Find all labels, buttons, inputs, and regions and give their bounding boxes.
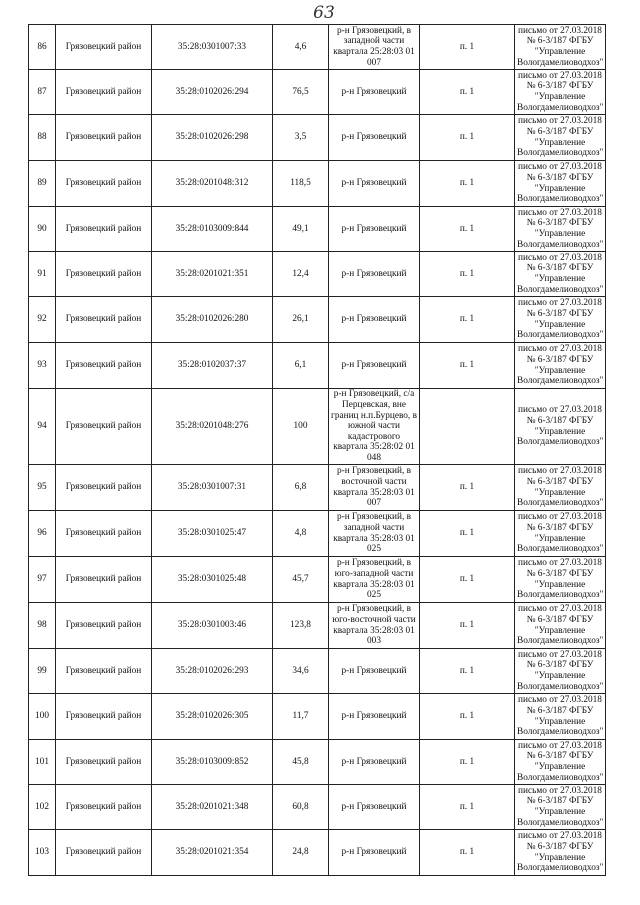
cadastral-number-cell: 35:28:0201021:351: [152, 252, 273, 297]
area-cell: 26,1: [273, 297, 329, 343]
row-number-cell: 94: [29, 389, 56, 465]
basis-cell: письмо от 27.03.2018 № 6-3/187 ФГБУ "Управление Вологдамелиоводхоз": [515, 465, 606, 511]
area-cell: 60,8: [273, 785, 329, 830]
row-number-cell: 92: [29, 297, 56, 343]
row-number-cell: 90: [29, 207, 56, 252]
item-cell: п. 1: [420, 161, 515, 207]
basis-cell: письмо от 27.03.2018 № 6-3/187 ФГБУ "Управление Вологдамелиоводхоз": [515, 70, 606, 115]
item-cell: п. 1: [420, 465, 515, 511]
cadastral-number-cell: 35:28:0201048:312: [152, 161, 273, 207]
area-cell: 4,8: [273, 511, 329, 557]
district-cell: Грязовецкий район: [56, 297, 152, 343]
cadastral-number-cell: 35:28:0102026:294: [152, 70, 273, 115]
row-number-cell: 97: [29, 557, 56, 603]
location-cell: р-н Грязовецкий: [329, 252, 420, 297]
area-cell: 6,8: [273, 465, 329, 511]
table-row: [29, 694, 606, 740]
district-cell: Грязовецкий район: [56, 740, 152, 785]
row-number-cell: 86: [29, 25, 56, 70]
district-cell: Грязовецкий район: [56, 115, 152, 161]
row-number-cell: 95: [29, 465, 56, 511]
row-number-cell: 101: [29, 740, 56, 785]
table-row: [29, 70, 606, 115]
table-row: [29, 207, 606, 252]
row-number-cell: 99: [29, 649, 56, 694]
row-number-cell: 100: [29, 694, 56, 740]
table-row: [29, 297, 606, 343]
item-cell: п. 1: [420, 785, 515, 830]
item-cell: п. 1: [420, 603, 515, 649]
cadastral-number-cell: 35:28:0301025:47: [152, 511, 273, 557]
district-cell: Грязовецкий район: [56, 25, 152, 70]
row-number-cell: 96: [29, 511, 56, 557]
district-cell: Грязовецкий район: [56, 785, 152, 830]
land-plots-table: [28, 24, 606, 876]
basis-cell: письмо от 27.03.2018 № 6-3/187 ФГБУ "Управление Вологдамелиоводхоз": [515, 694, 606, 740]
area-cell: 123,8: [273, 603, 329, 649]
basis-cell: письмо от 27.03.2018 № 6-3/187 ФГБУ "Управление Вологдамелиоводхоз": [515, 343, 606, 389]
location-cell: р-н Грязовецкий: [329, 785, 420, 830]
table-row: [29, 603, 606, 649]
cadastral-number-cell: 35:28:0201021:354: [152, 830, 273, 876]
item-cell: п. 1: [420, 830, 515, 876]
row-number-cell: 87: [29, 70, 56, 115]
item-cell: п. 1: [420, 25, 515, 70]
cadastral-number-cell: 35:28:0103009:852: [152, 740, 273, 785]
location-cell: р-н Грязовецкий, в юго-восточной части квартала 35:28:03 01 003: [329, 603, 420, 649]
area-cell: 3,5: [273, 115, 329, 161]
district-cell: Грязовецкий район: [56, 603, 152, 649]
table-row: [29, 161, 606, 207]
row-number-cell: 98: [29, 603, 56, 649]
cadastral-number-cell: 35:28:0201048:276: [152, 389, 273, 465]
district-cell: Грязовецкий район: [56, 207, 152, 252]
item-cell: п. 1: [420, 557, 515, 603]
table-row: [29, 511, 606, 557]
cadastral-number-cell: 35:28:0102026:305: [152, 694, 273, 740]
district-cell: Грязовецкий район: [56, 343, 152, 389]
table-row: [29, 649, 606, 694]
table-row: [29, 343, 606, 389]
table-row: [29, 115, 606, 161]
district-cell: Грязовецкий район: [56, 830, 152, 876]
table-row: [29, 389, 606, 465]
cadastral-number-cell: 35:28:0201021:348: [152, 785, 273, 830]
location-cell: р-н Грязовецкий: [329, 343, 420, 389]
area-cell: 49,1: [273, 207, 329, 252]
basis-cell: письмо от 27.03.2018 № 6-3/187 ФГБУ "Управление Вологдамелиоводхоз": [515, 511, 606, 557]
district-cell: Грязовецкий район: [56, 161, 152, 207]
cadastral-number-cell: 35:28:0102026:293: [152, 649, 273, 694]
location-cell: р-н Грязовецкий: [329, 115, 420, 161]
cadastral-number-cell: 35:28:0102026:298: [152, 115, 273, 161]
item-cell: п. 1: [420, 70, 515, 115]
district-cell: Грязовецкий район: [56, 252, 152, 297]
basis-cell: письмо от 27.03.2018 № 6-3/187 ФГБУ "Управление Вологдамелиоводхоз": [515, 557, 606, 603]
row-number-cell: 93: [29, 343, 56, 389]
row-number-cell: 103: [29, 830, 56, 876]
item-cell: п. 1: [420, 740, 515, 785]
area-cell: 34,6: [273, 649, 329, 694]
table-row: [29, 252, 606, 297]
basis-cell: письмо от 27.03.2018 № 6-3/187 ФГБУ "Управление Вологдамелиоводхоз": [515, 161, 606, 207]
item-cell: [420, 389, 515, 465]
district-cell: Грязовецкий район: [56, 694, 152, 740]
item-cell: п. 1: [420, 694, 515, 740]
location-cell: р-н Грязовецкий, в западной части квартала 35:28:03 01 025: [329, 511, 420, 557]
area-cell: 76,5: [273, 70, 329, 115]
item-cell: п. 1: [420, 511, 515, 557]
area-cell: 4,6: [273, 25, 329, 70]
location-cell: р-н Грязовецкий, в западной части квартала 25:28:03 01 007: [329, 25, 420, 70]
cadastral-number-cell: 35:28:0102026:280: [152, 297, 273, 343]
cadastral-number-cell: 35:28:0301003:46: [152, 603, 273, 649]
page-number: 63: [313, 3, 335, 23]
area-cell: 45,8: [273, 740, 329, 785]
row-number-cell: 89: [29, 161, 56, 207]
table-row: [29, 785, 606, 830]
location-cell: р-н Грязовецкий: [329, 830, 420, 876]
cadastral-number-cell: 35:28:0103009:844: [152, 207, 273, 252]
basis-cell: письмо от 27.03.2018 № 6-3/187 ФГБУ "Управление Вологдамелиоводхоз": [515, 785, 606, 830]
item-cell: п. 1: [420, 207, 515, 252]
district-cell: Грязовецкий район: [56, 70, 152, 115]
area-cell: 12,4: [273, 252, 329, 297]
table-row: [29, 25, 606, 70]
basis-cell: письмо от 27.03.2018 № 6-3/187 ФГБУ "Управление Вологдамелиоводхоз": [515, 207, 606, 252]
basis-cell: письмо от 27.03.2018 № 6-3/187 ФГБУ "Управление Вологдамелиоводхоз": [515, 297, 606, 343]
basis-cell: письмо от 27.03.2018 № 6-3/187 ФГБУ "Управление Вологдамелиоводхоз": [515, 115, 606, 161]
table-row: [29, 830, 606, 876]
cadastral-number-cell: 35:28:0301025:48: [152, 557, 273, 603]
location-cell: р-н Грязовецкий, с/а Перцевская, вне границ н.п.Бурцево, в южной части кадастрового квартала 35:28:02 01 048: [329, 389, 420, 465]
district-cell: Грязовецкий район: [56, 557, 152, 603]
row-number-cell: 88: [29, 115, 56, 161]
table-row: [29, 740, 606, 785]
basis-cell: письмо от 27.03.2018 № 6-3/187 ФГБУ "Управление Вологдамелиоводхоз": [515, 252, 606, 297]
basis-cell: письмо от 27.03.2018 № 6-3/187 ФГБУ "Управление Вологдамелиоводхоз": [515, 649, 606, 694]
district-cell: Грязовецкий район: [56, 649, 152, 694]
location-cell: р-н Грязовецкий: [329, 70, 420, 115]
location-cell: р-н Грязовецкий, в юго-западной части квартала 35:28:03 01 025: [329, 557, 420, 603]
row-number-cell: 91: [29, 252, 56, 297]
cadastral-number-cell: 35:28:0301007:33: [152, 25, 273, 70]
location-cell: р-н Грязовецкий: [329, 649, 420, 694]
item-cell: п. 1: [420, 649, 515, 694]
area-cell: 11,7: [273, 694, 329, 740]
location-cell: р-н Грязовецкий: [329, 207, 420, 252]
basis-cell: письмо от 27.03.2018 № 6-3/187 ФГБУ "Управление Вологдамелиоводхоз": [515, 25, 606, 70]
table-row: [29, 465, 606, 511]
basis-cell: письмо от 27.03.2018 № 6-3/187 ФГБУ "Управление Вологдамелиоводхоз": [515, 603, 606, 649]
basis-cell: письмо от 27.03.2018 № 6-3/187 ФГБУ "Управление Вологдамелиоводхоз": [515, 740, 606, 785]
district-cell: Грязовецкий район: [56, 389, 152, 465]
row-number-cell: 102: [29, 785, 56, 830]
area-cell: 24,8: [273, 830, 329, 876]
location-cell: р-н Грязовецкий: [329, 740, 420, 785]
location-cell: р-н Грязовецкий: [329, 694, 420, 740]
district-cell: Грязовецкий район: [56, 465, 152, 511]
area-cell: 118,5: [273, 161, 329, 207]
location-cell: р-н Грязовецкий, в восточной части квартала 35:28:03 01 007: [329, 465, 420, 511]
basis-cell: письмо от 27.03.2018 № 6-3/187 ФГБУ "Управление Вологдамелиоводхоз": [515, 389, 606, 465]
item-cell: п. 1: [420, 297, 515, 343]
location-cell: р-н Грязовецкий: [329, 161, 420, 207]
location-cell: р-н Грязовецкий: [329, 297, 420, 343]
cadastral-number-cell: 35:28:0301007:31: [152, 465, 273, 511]
cadastral-number-cell: 35:28:0102037:37: [152, 343, 273, 389]
item-cell: п. 1: [420, 115, 515, 161]
area-cell: 6,1: [273, 343, 329, 389]
item-cell: п. 1: [420, 252, 515, 297]
item-cell: п. 1: [420, 343, 515, 389]
basis-cell: письмо от 27.03.2018 № 6-3/187 ФГБУ "Управление Вологдамелиоводхоз": [515, 830, 606, 876]
table-row: [29, 557, 606, 603]
area-cell: 45,7: [273, 557, 329, 603]
area-cell: 100: [273, 389, 329, 465]
district-cell: Грязовецкий район: [56, 511, 152, 557]
